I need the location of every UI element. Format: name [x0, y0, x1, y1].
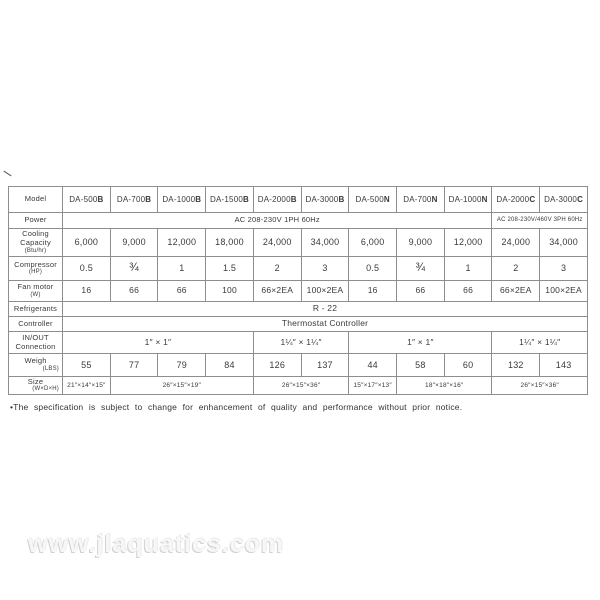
- compressor-hp-cell: ¾: [397, 257, 445, 281]
- weight-cell: 79: [158, 354, 206, 377]
- controller-row: [9, 317, 588, 332]
- model-suffix: C: [529, 194, 536, 204]
- label-line: Fan motor: [17, 282, 54, 292]
- weight-cell: 55: [63, 354, 111, 377]
- model-prefix: DA-700: [116, 194, 146, 204]
- in-out-connection-row: [9, 332, 588, 354]
- in-out-connection-row-label: [9, 332, 63, 354]
- fan-motor-cell: 66: [158, 281, 206, 302]
- model-suffix: N: [383, 194, 390, 204]
- model-header-cell: [349, 187, 397, 213]
- watermark-text: www.jlaquatics.com: [28, 530, 285, 558]
- model-prefix: DA-700: [403, 194, 432, 204]
- label-line: Connection: [15, 341, 56, 351]
- cooling-capacity-cell: 6,000: [349, 229, 397, 257]
- size-cell: 15″×17″×13″: [349, 377, 397, 395]
- cooling-capacity-cell: 12,000: [444, 229, 492, 257]
- compressor-hp-cell: 2: [253, 257, 301, 281]
- size-row-label: [9, 377, 63, 395]
- weight-cell: 126: [253, 354, 301, 377]
- cooling-capacity-cell: 34,000: [540, 229, 588, 257]
- model-suffix: B: [195, 194, 202, 204]
- model-prefix: DA-1000: [448, 194, 482, 204]
- label-unit: (Btu/hr): [24, 247, 47, 254]
- in-out-connection-cell: 1″ × 1″: [349, 332, 492, 354]
- model-header-cell: [444, 187, 492, 213]
- label-unit: (W×D×H): [32, 386, 59, 393]
- fan-motor-cell: 16: [63, 281, 111, 302]
- cooling-capacity-cell: 9,000: [397, 229, 445, 257]
- weight-cell: 60: [444, 354, 492, 377]
- model-prefix: DA-2000: [496, 194, 530, 204]
- fan-motor-cell: 100×2EA: [301, 281, 349, 302]
- cooling-capacity-row-label: [9, 229, 63, 257]
- label-unit: (LBS): [42, 365, 59, 372]
- model-header-cell: [253, 187, 301, 213]
- scan-corner-mark: [3, 171, 11, 177]
- weight-cell: 44: [349, 354, 397, 377]
- label-line: IN/OUT: [22, 332, 49, 342]
- size-cell: 26″×15″×36″: [492, 377, 588, 395]
- fan-motor-cell: 66×2EA: [492, 281, 540, 302]
- controller-row-label: Controller: [9, 317, 63, 332]
- compressor-hp-cell: 0.5: [349, 257, 397, 281]
- size-cell: 26″×15″×19″: [110, 377, 253, 395]
- power-row: [9, 213, 588, 229]
- cooling-capacity-cell: 18,000: [206, 229, 254, 257]
- cooling-capacity-cell: 24,000: [253, 229, 301, 257]
- fan-motor-row-label: [9, 281, 63, 302]
- power-single-phase-cell: AC 208-230V 1PH 60Hz: [63, 213, 492, 229]
- label-unit: (W): [30, 291, 41, 298]
- specification-table: [8, 186, 588, 395]
- cooling-capacity-row: [9, 229, 588, 257]
- refrigerants-value-cell: R - 22: [63, 302, 588, 317]
- model-suffix: N: [481, 194, 488, 204]
- fan-motor-cell: 100×2EA: [540, 281, 588, 302]
- cooling-capacity-cell: 6,000: [63, 229, 111, 257]
- cooling-capacity-cell: 9,000: [110, 229, 158, 257]
- compressor-hp-cell: ¾: [110, 257, 158, 281]
- fan-motor-cell: 66: [110, 281, 158, 302]
- model-prefix: DA-500: [69, 194, 98, 204]
- label-unit: (HP): [28, 269, 43, 276]
- size-cell: 18″×18″×16″: [397, 377, 492, 395]
- model-header-cell: [206, 187, 254, 213]
- in-out-connection-cell: 1″ × 1″: [63, 332, 254, 354]
- label-line: Capacity: [20, 238, 51, 248]
- compressor-hp-cell: 3: [301, 257, 349, 281]
- fan-motor-cell: 66: [397, 281, 445, 302]
- refrigerants-row-label: Refrigerants: [9, 302, 63, 317]
- weight-cell: 77: [110, 354, 158, 377]
- compressor-hp-cell: 1: [158, 257, 206, 281]
- fan-motor-cell: 66×2EA: [253, 281, 301, 302]
- label-line: Compressor: [14, 259, 57, 269]
- model-header-cell: [397, 187, 445, 213]
- compressor-hp-cell: 1: [444, 257, 492, 281]
- label-line: Weigh: [24, 356, 47, 366]
- compressor-row: [9, 257, 588, 281]
- model-suffix: B: [243, 194, 249, 204]
- model-row-label: Model: [9, 187, 63, 213]
- fan-motor-row: [9, 281, 588, 302]
- compressor-hp-cell: 0.5: [63, 257, 111, 281]
- fan-motor-cell: 16: [349, 281, 397, 302]
- model-header-cell: [158, 187, 206, 213]
- model-suffix: B: [338, 194, 345, 204]
- model-header-cell: [110, 187, 158, 213]
- model-header-cell: [540, 187, 588, 213]
- controller-value-cell: Thermostat Controller: [63, 317, 588, 332]
- refrigerants-row: [9, 302, 588, 317]
- model-prefix: DA-3000: [305, 194, 339, 204]
- model-suffix: B: [145, 194, 152, 204]
- model-prefix: DA-2000: [257, 194, 291, 204]
- weight-cell: 58: [397, 354, 445, 377]
- model-header-cell: [492, 187, 540, 213]
- in-out-connection-cell: 1¼″ × 1¼″: [492, 332, 588, 354]
- fan-motor-cell: 66: [444, 281, 492, 302]
- compressor-hp-cell: 3: [540, 257, 588, 281]
- model-prefix: DA-1500: [210, 194, 244, 204]
- weight-row-label: [9, 354, 63, 377]
- specification-disclaimer: •The specification is subject to change for enhancement of quality and performance without prior notice.: [10, 402, 463, 412]
- power-three-phase-cell: AC 208-230V/460V 3PH 60Hz: [492, 213, 588, 229]
- model-suffix: B: [290, 194, 297, 204]
- label-line: Cooling: [22, 229, 49, 239]
- power-row-label: Power: [9, 213, 63, 229]
- weight-cell: 84: [206, 354, 254, 377]
- model-prefix: DA-500: [355, 194, 384, 204]
- model-suffix: N: [431, 194, 438, 204]
- size-row: [9, 377, 588, 395]
- label-line: Size: [27, 376, 44, 386]
- weight-cell: 137: [301, 354, 349, 377]
- compressor-hp-cell: 1.5: [206, 257, 254, 281]
- model-prefix: DA-3000: [544, 194, 578, 204]
- model-header-cell: [63, 187, 111, 213]
- size-cell: 26″×15″×36″: [253, 377, 348, 395]
- cooling-capacity-cell: 34,000: [301, 229, 349, 257]
- weight-cell: 143: [540, 354, 588, 377]
- fan-motor-cell: 100: [206, 281, 254, 302]
- model-suffix: C: [577, 194, 584, 204]
- model-row: [9, 187, 588, 213]
- weight-cell: 132: [492, 354, 540, 377]
- cooling-capacity-cell: 24,000: [492, 229, 540, 257]
- cooling-capacity-cell: 12,000: [158, 229, 206, 257]
- size-cell: 21″×14″×15″: [63, 377, 111, 395]
- in-out-connection-cell: 1¼″ × 1¼″: [253, 332, 348, 354]
- compressor-row-label: [9, 257, 63, 281]
- model-header-cell: [301, 187, 349, 213]
- model-suffix: B: [97, 194, 104, 204]
- compressor-hp-cell: 2: [492, 257, 540, 281]
- weight-row: [9, 354, 588, 377]
- model-prefix: DA-1000: [162, 194, 196, 204]
